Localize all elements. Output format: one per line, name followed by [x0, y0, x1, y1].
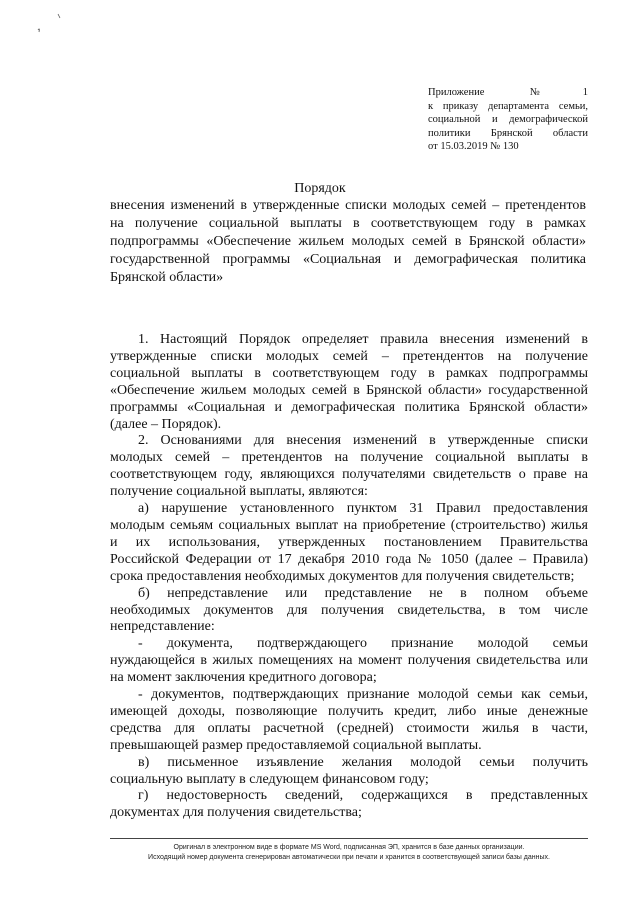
- body-line: (далее – Порядок).: [110, 416, 222, 432]
- body-line: социальную выплату в следующем финансовом году;: [110, 771, 429, 787]
- appendix-line: Приложение №1: [428, 87, 588, 98]
- subtitle-line: государственной программы «Социальная и демографическая политика: [110, 252, 586, 267]
- body-line: г) недостоверность сведений, содержащихся в представленных: [138, 788, 588, 804]
- document-title: Порядок: [294, 181, 346, 196]
- appendix-line: политики Брянской области: [428, 127, 588, 139]
- body-line: 2. Основаниями для внесения изменений в утвержденные списки: [138, 433, 588, 449]
- subtitle-line: на получение социальной выплаты в соответствующем году в рамках: [110, 216, 586, 231]
- body-line: социальной выплаты в соответствующем году в рамках подпрограммы: [110, 365, 588, 381]
- body-line: молодых семей – претендентов на получение социальной выплаты в: [110, 450, 588, 466]
- body-line: - документа, подтверждающего признание молодой семьи: [138, 636, 588, 652]
- appendix-line: к приказу департамента семьи,: [428, 100, 588, 112]
- body-line: «Обеспечение жильем молодых семей в Брянской области» государственной: [110, 382, 588, 398]
- body-line: в) письменное изъявление желания молодой семьи получить: [138, 754, 588, 770]
- appendix-block: [428, 86, 588, 154]
- appendix-line: социальной и демографической: [428, 114, 588, 125]
- footer-note-original: Оригинал в электронном виде в формате MS Word, подписанная ЭП, хранится в базе данных организации.: [173, 844, 525, 851]
- body-line: получение социальной выплаты, являются:: [110, 484, 368, 500]
- document-body: [110, 332, 588, 822]
- body-line: программы «Социальная и демографическая политика Брянской области»: [110, 399, 588, 415]
- body-line: 1. Настоящий Порядок определяет правила внесения изменений в: [138, 332, 588, 347]
- body-line: на момент заключения кредитного договора;: [110, 670, 377, 686]
- subtitle-line: Брянской области»: [110, 270, 224, 285]
- subtitle-line: подпрограммы «Обеспечение жильем молодых семей в Брянской области»: [110, 234, 586, 249]
- body-line: - документов, подтверждающих признание молодой семьи как семьи,: [138, 687, 588, 703]
- footer-note-number: Исходящий номер документа сгенерирован автоматически при печати и хранится в соответствующей записи базы данных.: [148, 854, 550, 861]
- footer-divider: [110, 838, 588, 839]
- body-line: необходимых документов для получения свидетельства, в том числе: [110, 602, 588, 618]
- document-subtitle: [110, 197, 586, 287]
- body-line: средства для оплаты расчетной (средней) стоимости жилья в части,: [110, 720, 588, 736]
- body-line: Российской Федерации от 17 декабря 2010 года № 1050 (далее – Правила): [110, 551, 588, 567]
- body-line: имеющей доходы, позволяющие получить кредит, либо иные денежные: [110, 703, 588, 719]
- body-line: нуждающейся в жилых помещениях на момент получения свидетельства или: [110, 653, 588, 669]
- body-line: утвержденные списки молодых семей – претендентов на получение: [110, 348, 588, 364]
- body-line: б) непредставление или представление не в полном объеме: [138, 585, 588, 601]
- scan-specks: [0, 0, 640, 60]
- body-line: превышающей размер предоставляемой социальной выплаты.: [110, 737, 482, 753]
- body-line: и их использования, утвержденных постановлением Правительства: [110, 534, 588, 550]
- body-line: молодым семьям социальных выплат на приобретение (строительство) жилья: [110, 517, 588, 533]
- appendix-line: от 15.03.2019 № 130: [428, 141, 519, 152]
- body-line: документах для получения свидетельства;: [110, 805, 362, 821]
- body-line: соответствующем году, являющихся получателями свидетельств о праве на: [110, 467, 588, 483]
- body-line: непредставление:: [110, 619, 215, 635]
- subtitle-line: внесения изменений в утвержденные списки молодых семей – претендентов: [110, 198, 586, 213]
- body-line: срока предоставления необходимых документов для получения свидетельств;: [110, 568, 575, 584]
- body-line: а) нарушение установленного пунктом 31 Правил предоставления: [138, 501, 588, 517]
